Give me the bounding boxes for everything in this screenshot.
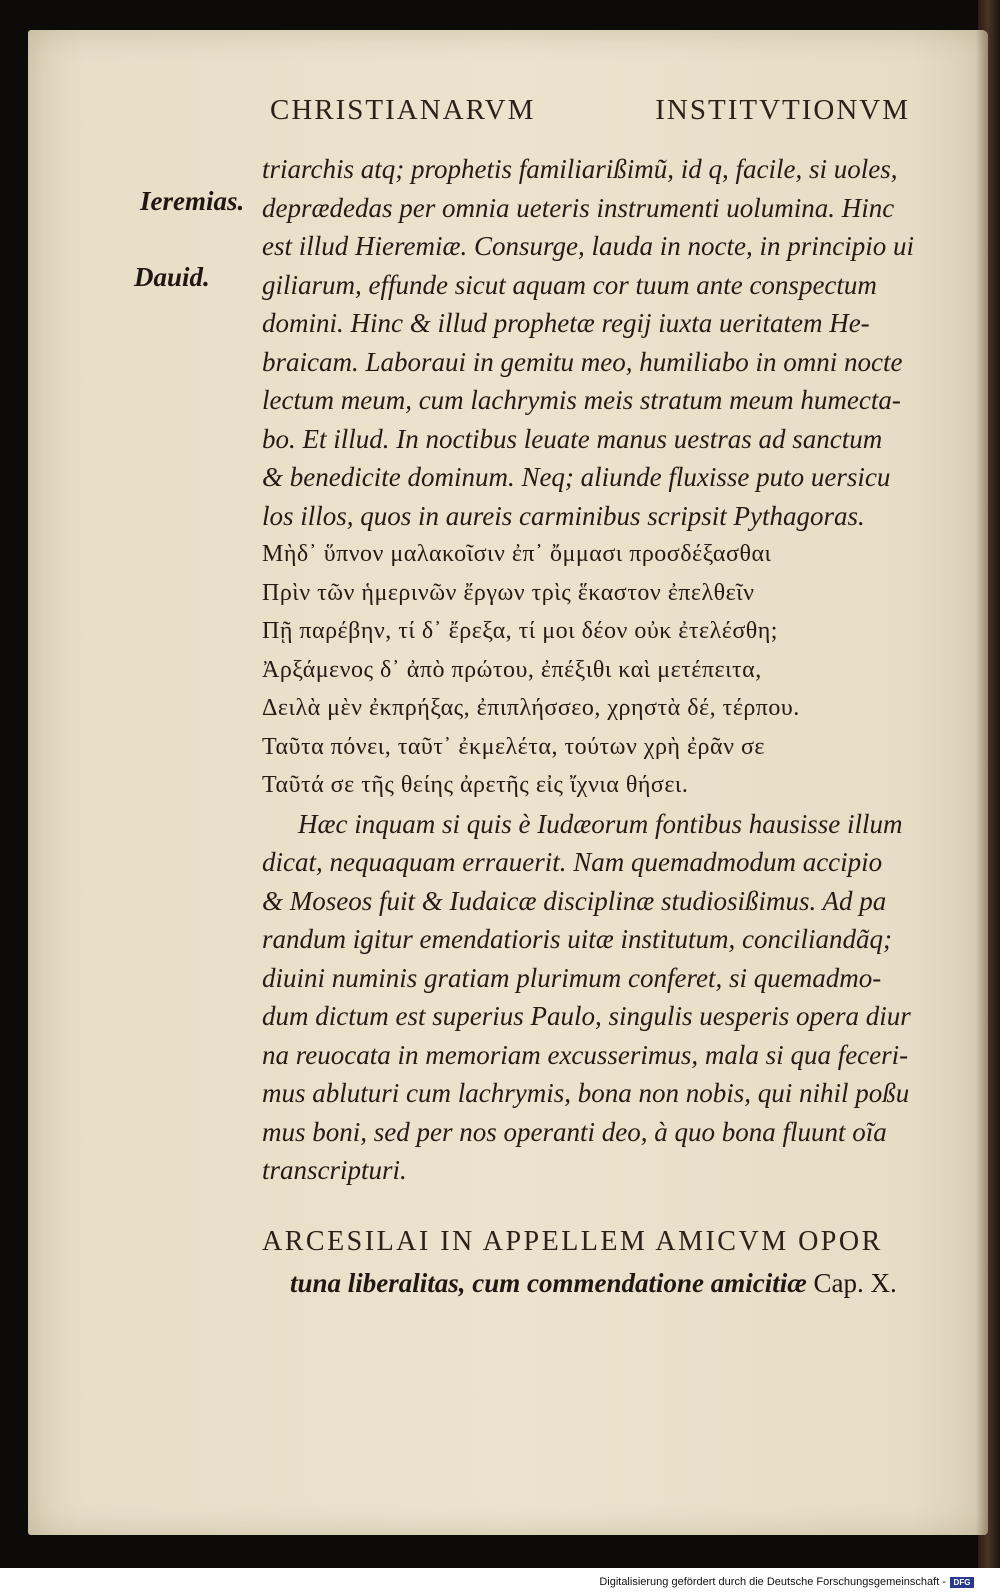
dfg-logo: DFG: [950, 1577, 974, 1588]
chapter-heading-line-1: ARCESILAI IN APPELLEM AMICVM OPOR: [262, 1226, 883, 1257]
funding-credit: Digitalisierung gefördert durch die Deutsche Forschungsgemeinschaft -: [599, 1576, 946, 1588]
running-head-right: INSTITVTIONVM: [655, 94, 910, 126]
text-line: na reuocata in memoriam excusserimus, mala si qua feceri-: [262, 1039, 909, 1070]
page-gutter-shadow: [976, 30, 988, 1535]
text-line: dicat, nequaquam errauerit. Nam quemadmodum accipio: [262, 847, 883, 877]
text-line: est illud Hieremiæ. Consurge, lauda in nocte, in principio ui: [262, 231, 914, 261]
text-line: triarchis atq; prophetis familiarißimũ, id q, facile, si uoles,: [262, 154, 898, 184]
chapter-heading-text: tuna liberalitas, cum commendatione amicitiæ: [290, 1268, 807, 1298]
text-line: & benedicite dominum. Neq; aliunde fluxisse puto uersicu: [262, 462, 891, 492]
text-line: bo. Et illud. In noctibus leuate manus uestras ad sanctum: [262, 423, 883, 454]
text-line: dum dictum est superius Paulo, singulis uesperis opera diur: [262, 1001, 911, 1031]
text-line: mus abluturi cum lachrymis, bona non nobis, qui nihil poßu: [262, 1078, 910, 1108]
text-line: mus boni, sed per nos operanti deo, à quo bona fluunt oĩa: [262, 1116, 887, 1147]
main-text-block: [262, 150, 952, 1190]
running-head-left: CHRISTIANARVM: [270, 94, 536, 126]
text-line: giliarum, effunde sicut aquam cor tuum ante conspectum: [262, 269, 877, 300]
digitization-footer: [0, 1568, 1000, 1596]
text-line: los illos, quos in aureis carminibus scripsit Pythagoras.: [262, 500, 865, 531]
greek-verse-line: Ταῦτά σε τῆς θείης ἀρετῆς εἰς ἴχνια θήσει.: [262, 772, 689, 798]
greek-verse-line: Δειλὰ μὲν ἐκπρήξας, ἐπιπλήσσεο, χρηστὰ δέ, τέρπου.: [262, 695, 800, 721]
text-line: deprædedas per omnia ueteris instrumenti uolumina. Hinc: [262, 192, 895, 223]
greek-verse-line: Ταῦτα πόνει, ταῦτ᾽ ἐκμελέτα, τούτων χρὴ ἐρᾶν σε: [262, 733, 765, 760]
text-line: Hæc inquam si quis è Iudæorum fontibus hausisse illum: [298, 808, 903, 839]
marginal-note-dauid: Dauid.: [134, 262, 210, 292]
text-line: transcripturi.: [262, 1155, 407, 1185]
greek-verse-line: Ἀρξάμενος δ᾽ ἀπὸ πρώτου, ἐπέξιθι καὶ μετέπειτα,: [262, 656, 762, 683]
text-line: & Moseos fuit & Iudaicæ disciplinæ studiosißimus. Ad pa: [262, 885, 887, 916]
text-line: diuini numinis gratiam plurimum conferet, si quemadmo-: [262, 962, 882, 993]
text-line: domini. Hinc & illud prophetæ regij iuxta ueritatem He-: [262, 308, 870, 338]
chapter-number: Cap. X.: [813, 1268, 897, 1298]
greek-verse-line: Μὴδ᾽ ὕπνον μαλακοῖσιν ἐπ᾽ ὄμμασι προσδέξασθαι: [262, 541, 772, 567]
marginal-note-ieremias: Ieremias.: [140, 186, 245, 216]
text-line: braicam. Laboraui in gemitu meo, humiliabo in omni nocte: [262, 346, 903, 377]
text-line: randum igitur emendatioris uitæ institutum, conciliandãq;: [262, 924, 892, 954]
greek-verse-line: Πρὶν τῶν ἡμερινῶν ἔργων τρὶς ἕκαστον ἐπελθεῖν: [262, 579, 755, 606]
chapter-heading-line-2: [290, 1268, 940, 1299]
running-head: [270, 94, 910, 127]
text-line: lectum meum, cum lachrymis meis stratum meum humecta-: [262, 385, 901, 415]
greek-verse-line: Πῇ παρέβην, τί δ᾽ ἔρεξα, τί μοι δέον οὐκ ἐτελέσθη;: [262, 618, 778, 644]
